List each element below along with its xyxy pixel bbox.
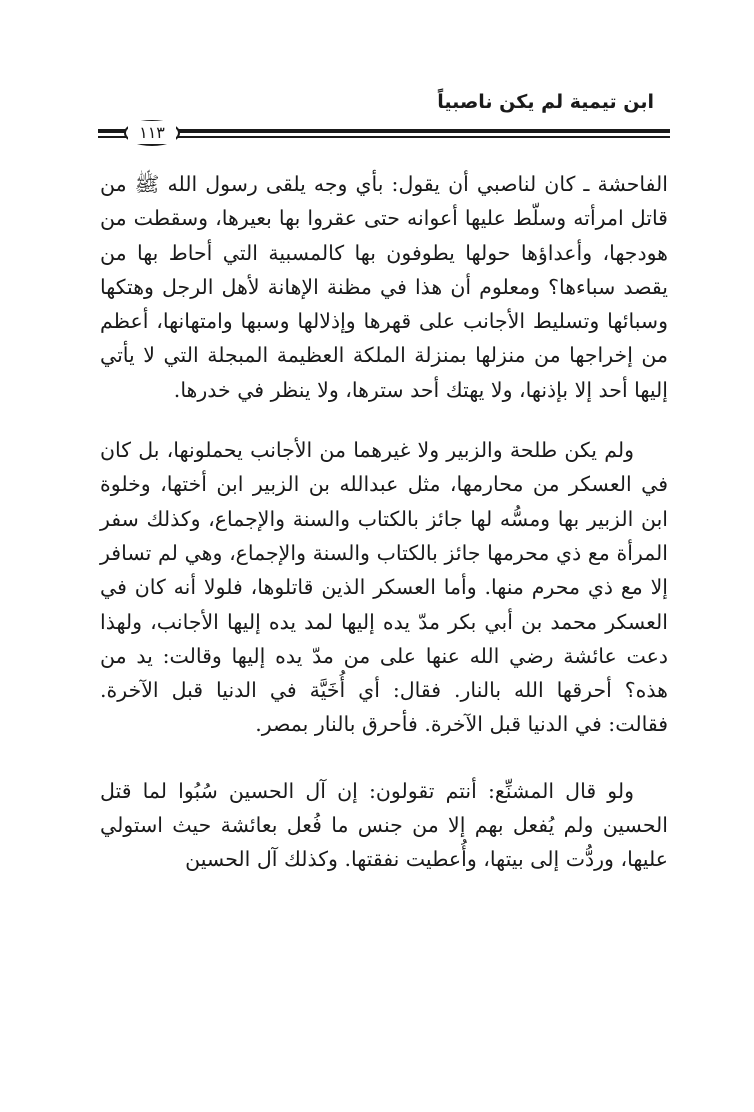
paragraph-1: الفاحشة ـ كان لناصبي أن يقول: بأي وجه يلقى رسول الله ﷺ من قاتل امرأته وسلّط عليها أعوانه حتى عقروا بها بعيرها، وسقطت من هودجها، وأعداؤها حولها يطوفون بها كالمسبية التي أحاط بها من يقصد سباءها؟ ومعلوم أن هذا في مظنة الإهانة لأهل الرجل وهتكها وسبائها وتسليط الأجانب على قهرها وإذلالها وسبها وامتهانها، أعظم من إخراجها من منزلها بمنزلة الملكة العظيمة المبجلة التي لا يأتي إليها أحد إلا بإذنها، ولا يهتك أحد سترها، ولا ينظر في خدرها.: [100, 172, 668, 402]
header-rule: [98, 118, 670, 148]
paragraph-3: ولو قال المشنِّع: أنتم تقولون: إن آل الحسين سُبُوا لما قتل الحسين ولم يُفعل بهم إلا من جنس ما فُعل بعائشة حيث استولي عليها، وردُّت إلى بيتها، وأُعطيت نفقتها. وكذلك آل الحسين: [100, 778, 668, 872]
body-text: [100, 167, 668, 877]
header-rule-left-thick: [98, 129, 126, 133]
header-rule-thick: [178, 129, 670, 133]
running-header-title: ابن تيمية لم يكن ناصبياً: [437, 91, 654, 113]
header-rule-thin: [178, 136, 670, 138]
header-rule-left-thin: [98, 136, 126, 138]
page-number: ١١٣: [128, 121, 176, 144]
paragraph-2: ولم يكن طلحة والزبير ولا غيرهما من الأجانب يحملونها، بل كان في العسكر من محارمها، مثل عبدالله بن الزبير ابن أختها، وخلوة ابن الزبير بها ومسُّه لها جائز بالكتاب والسنة والإجماع، وكذلك سفر المرأة مع ذي محرمها جائز بالكتاب والسنة والإجماع، وهي لم تسافر إلا مع ذي محرم منها. وأما العسكر الذين قاتلوها، فلولا أنه كان في العسكر محمد بن أبي بكر مدّ يده إليها لمد يده إليها الأجانب، ولهذا دعت عائشة رضي الله عنها على من مدّ يده إليها وقالت: يد من هذه؟ أحرقها الله بالنار. فقال: أي أُخَيَّة في الدنيا قبل الآخرة. فقالت: في الدنيا قبل الآخرة. فأحرق بالنار بمصر.: [100, 438, 668, 737]
